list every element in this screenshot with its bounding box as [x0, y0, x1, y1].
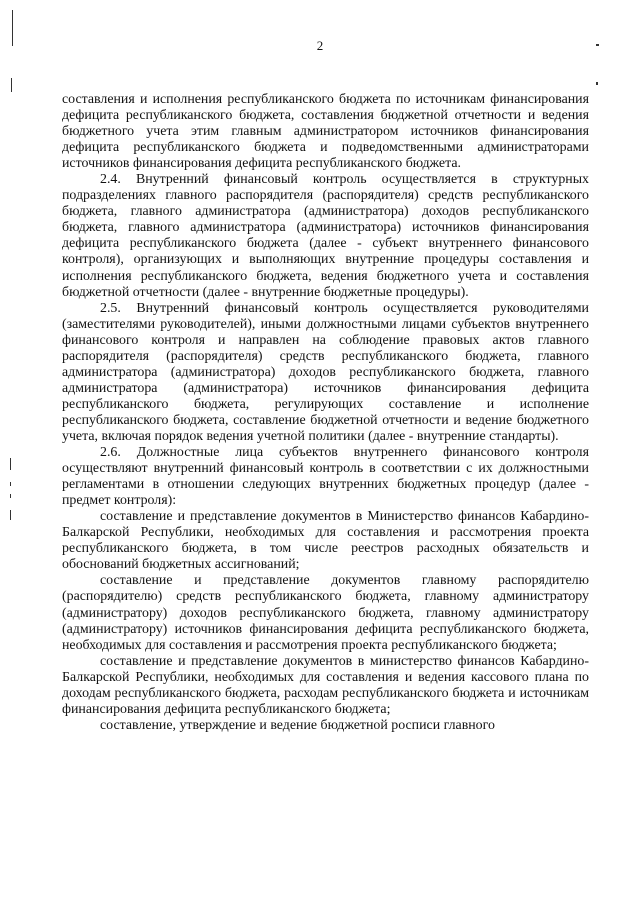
- list-item-budget-schedule: составление, утверждение и ведение бюджетной росписи главного: [100, 717, 495, 733]
- list-item-ministry-documents: составление и представление документов в Министерство финансов Кабардино-Балкарской Республики, необходимых для составления и рассмотрения проекта республиканского бюджета, в том числе реестров расходных обязательств и обоснований бюджетных ассигнований;: [62, 509, 589, 573]
- paragraph-2-6: 2.6. Должностные лица субъектов внутреннего финансового контроля осуществляют внутренний финансовый контроль в соответствии с их должностными регламентами в отношении следующих внутренних бюджетных процедур (далее - предмет контроля):: [62, 445, 589, 509]
- scan-artifact-right-2: [596, 82, 598, 85]
- scan-artifact-left-5: [10, 494, 11, 498]
- page-number: 2: [316, 38, 324, 53]
- list-item-distributor-documents: составление и представление документов главному распорядителю (распорядителю) средств республиканского бюджета, главному администратору (администратору) доходов республиканского бюджета, главному администратору (администратору) источников финансирования дефицита республиканского бюджета, необходимых для составления и рассмотрения проекта республиканского бюджета;: [62, 573, 589, 653]
- scan-artifact-left-2: [11, 78, 12, 92]
- list-item-cash-plan-documents: составление и представление документов в министерство финансов Кабардино-Балкарской Республики, необходимых для составления и ведения кассового плана по доходам республиканского бюджета, расходам республиканского бюджета и источникам финансирования дефицита республиканского бюджета;: [62, 653, 589, 717]
- document-body: [62, 92, 589, 734]
- scan-artifact-left-3: [10, 458, 11, 470]
- scan-artifact-left-6: [10, 510, 11, 520]
- paragraph-2-5: 2.5. Внутренний финансовый контроль осуществляется руководителями (заместителями руководителей), иными должностными лицами субъектов внутреннего финансового контроля и направлен на соблюдение правовых актов главного распорядителя (распорядителя) средств республиканского бюджета, главного администратора (администратора) доходов республиканского бюджета, главного администратора (администратора) источников финансирования дефицита республиканского бюджета, регулирующих составление и исполнение республиканского бюджета, составление бюджетной отчетности и ведение бюджетного учета, включая порядок ведения учетной политики (далее - внутренние стандарты).: [62, 300, 589, 444]
- scan-artifact-right-1: [596, 44, 599, 46]
- scan-artifact-left-4: [10, 482, 11, 486]
- scan-artifact-left-1: [12, 10, 13, 46]
- paragraph-2-4: 2.4. Внутренний финансовый контроль осуществляется в структурных подразделениях главного распорядителя (распорядителя) средств республиканского бюджета, главного администратора (администратора) доходов республиканского бюджета, главного администратора (администратора) источников финансирования дефицита республиканского бюджета (далее - субъект внутреннего финансового контроля), организующих и выполняющих внутренние процедуры составления и исполнения республиканского бюджета, ведения бюджетного учета и составления бюджетной отчетности (далее - внутренние бюджетные процедуры).: [62, 172, 589, 300]
- paragraph-continuation: составления и исполнения республиканского бюджета по источникам финансирования дефицита республиканского бюджета, составления бюджетной отчетности и ведения бюджетного учета этим главным администратором источников финансирования дефицита республиканского бюджета и подведомственными администраторами источников финансирования дефицита республиканского бюджета.: [62, 92, 589, 172]
